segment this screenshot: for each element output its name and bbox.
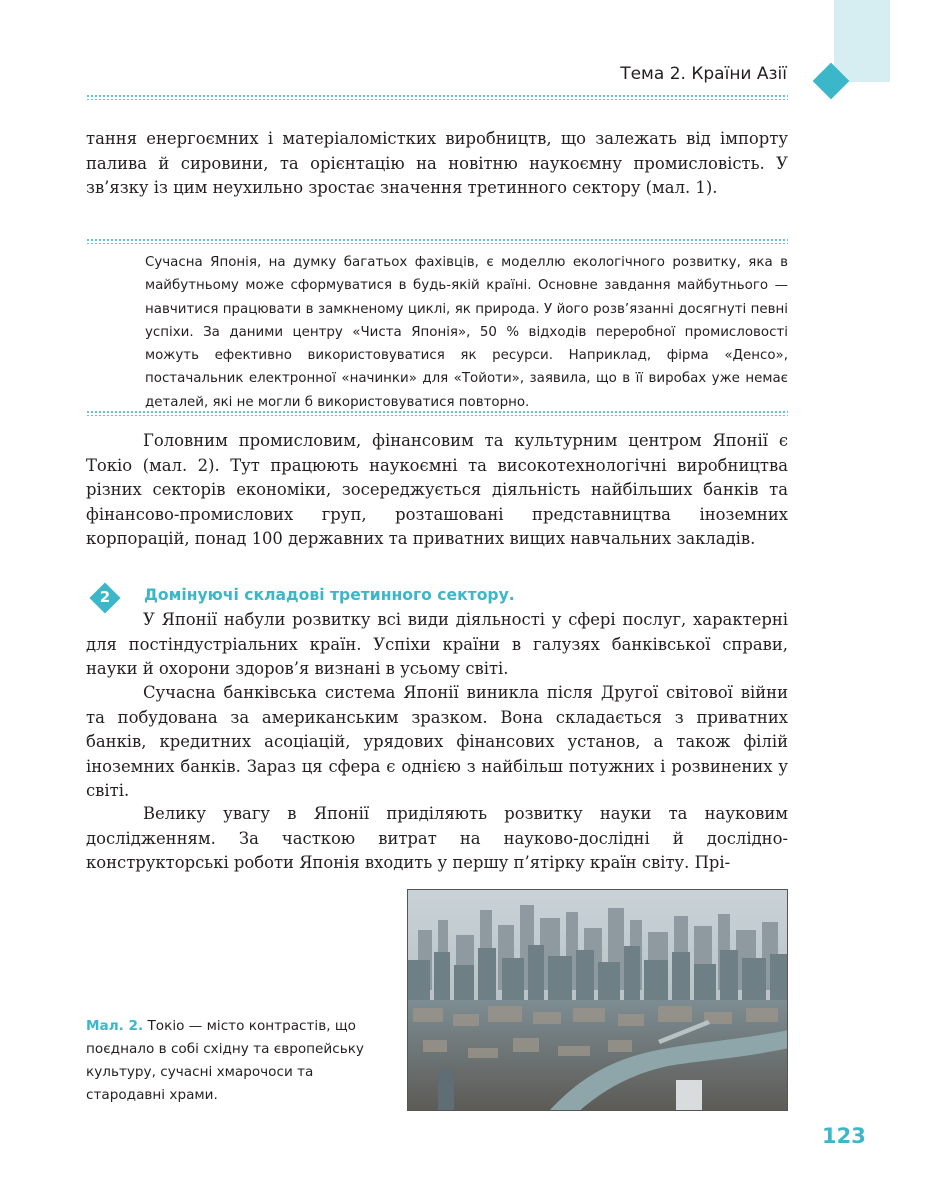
corner-tab <box>834 0 890 82</box>
paragraph-2: Головним промисловим, фінансовим та культурним центром Японії є Токіо (мал. 2). Тут працюють наукоємні та високотехнологічні виробництва різних секторів економіки, зосереджується діяльність найбільших банків та фінансово-промислових груп, розташовані представництва іноземних корпорацій, понад 100 державних та приватних вищих навчальних закладів. <box>86 431 788 548</box>
section-number: 2 <box>99 588 111 606</box>
figure-label: Мал. 2. <box>86 1018 144 1034</box>
section-title: Домінуючі складові третинного сектору. <box>144 586 515 604</box>
header-title: Тема 2. Країни Азії <box>620 64 787 84</box>
paragraph-5: Велику увагу в Японії приділяють розвитку науки та науковим дослідженням. За часткою витрат на науково-дослідні й дослідно-конструкторські роботи Японія входить у першу п’ятірку країн світу. Прі- <box>86 804 788 872</box>
info-box-text: Сучасна Японія, на думку багатьох фахівців, є моделлю екологічного розвитку, яка в майбутньому може сформуватися в будь-якій країні. Основне завдання майбутнього — навчитися працювати в замкненому циклі, як природа. У його розв’язанні досягнуті певні успіхи. За даними центру «Чиста Японія», 50 % відходів переробної промисловості можуть ефективно використовуватися як ресурси. Наприклад, фірма «Денсо», постачальник електронної «начинки» для «Тойоти», заявила, що в її виробах уже немає деталей, які не могли б використовуватися повторно. <box>145 255 788 410</box>
figure-caption-text: Токіо — місто контрастів, що поєднало в собі східну та європейську культуру, сучасні хмарочоси та стародавні храми. <box>86 1018 364 1103</box>
info-box-top-divider <box>86 238 788 244</box>
page-number: 123 <box>822 1124 866 1148</box>
header-divider <box>86 94 788 100</box>
paragraph-3: У Японії набули розвитку всі види діяльності у сфері послуг, характерні для постіндустріальних країн. Успіхи країни в галузях банківської справи, науки й охорони здоров’я визнані в усьому світі. <box>86 610 788 678</box>
tokyo-cityscape-photo <box>407 889 788 1111</box>
figure-caption <box>86 1015 386 1107</box>
paragraph-4: Сучасна банківська система Японії виникла після Другої світової війни та побудована за американським зразком. Вона складається з приватних банків, кредитних асоціацій, урядових фінансових установ, а також філій іноземних банків. Зараз ця сфера є однією з найбільш потужних і розвинених у світі. <box>86 683 788 800</box>
info-box-bottom-divider <box>86 410 788 416</box>
paragraph-1: тання енергоємних і матеріаломістких виробництв, що залежать від імпорту палива й сировини, та орієнтацію на новітню наукоємну промисловість. У зв’язку із цим неухильно зростає значення третинного сектору (мал. 1). <box>86 129 788 197</box>
